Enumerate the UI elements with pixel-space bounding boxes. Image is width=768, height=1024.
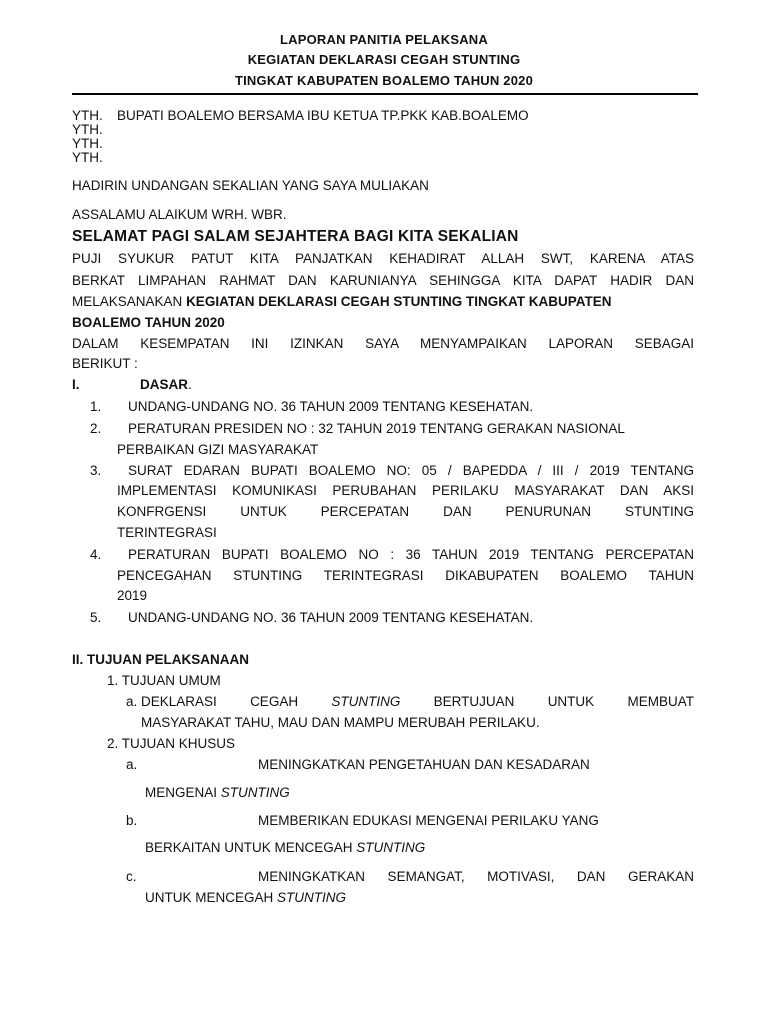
yth-line-4: YTH. [72,150,103,165]
umum-a-word-cegah: CEGAH [250,694,299,709]
khusus-c-line-2-plain: UNTUK MENCEGAH [145,890,278,905]
khusus-c-line-2 [145,890,346,905]
hadirin-greeting: HADIRIN UNDANGAN SEKALIAN YANG SAYA MULIAKAN [72,178,429,193]
tujuan-umum-a-line-1 [141,694,694,709]
intro-line-5: DALAM KESEMPATAN INI IZINKAN SAYA MENYAMPAIKAN LAPORAN SEBAGAI [72,336,694,351]
tujuan-umum-a-line-2: MASYARAKAT TAHU, MAU DAN MAMPU MERUBAH PERILAKU. [141,715,540,730]
tujuan-umum-label: 1. TUJUAN UMUM [107,673,221,688]
section-1-number: I. [72,377,80,392]
khusus-c-line-1: MENINGKATKAN SEMANGAT, MOTIVASI, DAN GERAKAN [258,869,694,884]
header-line-3: TINGKAT KABUPATEN BOALEMO TAHUN 2020 [234,73,534,88]
assalamu-greeting: ASSALAMU ALAIKUM WRH. WBR. [72,207,287,222]
dasar-item-4-line-2: PENCEGAHAN STUNTING TERINTEGRASI DIKABUPATEN BOALEMO TAHUN [117,568,694,583]
khusus-a-letter: a. [126,757,138,772]
dasar-item-4-line-3: 2019 [117,588,148,603]
khusus-b-letter: b. [126,813,138,828]
dasar-item-4-number: 4. [90,547,102,562]
intro-line-1: PUJI SYUKUR PATUT KITA PANJATKAN KEHADIRAT ALLAH SWT, KARENA ATAS [72,251,694,266]
dasar-item-3-line-3: KONFRGENSI UNTUK PERCEPATAN DAN PENURUNAN STUNTING [117,504,694,519]
yth-label: YTH. [72,108,103,123]
khusus-b-line-2-italic: STUNTING [356,840,426,855]
intro-line-4: BOALEMO TAHUN 2020 [72,315,225,330]
umum-a-word-bertujuan: BERTUJUAN [433,694,515,709]
dasar-item-2-line-2: PERBAIKAN GIZI MASYARAKAT [117,442,319,457]
khusus-c-line-2-italic: STUNTING [277,890,347,905]
intro-line-2: BERKAT LIMPAHAN RAHMAT DAN KARUNIANYA SEHINGGA KITA DAPAT HADIR DAN [72,273,694,288]
dasar-item-3-line-4: TERINTEGRASI [117,525,217,540]
dasar-item-5-number: 5. [90,610,102,625]
dasar-item-3-line-1: SURAT EDARAN BUPATI BOALEMO NO: 05 / BAPEDDA / III / 2019 TENTANG [128,463,694,478]
tujuan-umum-a-letter: a. [126,694,138,709]
yth-line-2: YTH. [72,122,103,137]
dasar-item-3-number: 3. [90,463,102,478]
khusus-a-line-2 [145,785,290,800]
selamat-greeting: SELAMAT PAGI SALAM SEJAHTERA BAGI KITA SEKALIAN [72,228,519,245]
khusus-b-line-2-plain: BERKAITAN UNTUK MENCEGAH [145,840,357,855]
yth-first-addressee: BUPATI BOALEMO BERSAMA IBU KETUA TP.PKK KAB.BOALEMO [117,108,529,123]
section-2-title: II. TUJUAN PELAKSANAAN [72,652,250,667]
section-1-title-dot: . [188,377,192,392]
header-line-1: LAPORAN PANITIA PELAKSANA [280,32,488,47]
umum-a-word-stunting: STUNTING [331,694,401,709]
tujuan-khusus-label: 2. TUJUAN KHUSUS [107,736,236,751]
khusus-b-line-2 [145,840,425,855]
dasar-item-1-number: 1. [90,399,102,414]
yth-line-3: YTH. [72,136,103,151]
dasar-item-3-line-2: IMPLEMENTASI KOMUNIKASI PERUBAHAN PERILAKU MASYARAKAT DAN AKSI [117,483,694,498]
dasar-item-4-line-1: PERATURAN BUPATI BOALEMO NO : 36 TAHUN 2019 TENTANG PERCEPATAN [128,547,694,562]
khusus-a-line-2-italic: STUNTING [220,785,290,800]
dasar-item-2-number: 2. [90,421,102,436]
umum-a-word-deklarasi: DEKLARASI [141,694,217,709]
header-line-2: KEGIATAN DEKLARASI CEGAH STUNTING [247,52,521,67]
dasar-item-2-line-1: PERATURAN PRESIDEN NO : 32 TAHUN 2019 TENTANG GERAKAN NASIONAL [128,421,625,436]
umum-a-word-membuat: MEMBUAT [627,694,694,709]
intro-line-3-bold: KEGIATAN DEKLARASI CEGAH STUNTING TINGKAT KABUPATEN [186,294,612,309]
intro-line-3-plain: MELAKSANAKAN [72,294,183,309]
section-1-title: DASAR [140,377,189,392]
intro-line-3 [72,294,612,309]
dasar-item-5-line-1: UNDANG-UNDANG NO. 36 TAHUN 2009 TENTANG KESEHATAN. [128,610,534,625]
khusus-a-line-2-plain: MENGENAI [145,785,221,800]
khusus-a-line-1: MENINGKATKAN PENGETAHUAN DAN KESADARAN [258,757,590,772]
khusus-c-letter: c. [126,869,137,884]
intro-line-6: BERIKUT : [72,356,138,371]
header-divider [72,93,698,95]
section-1-heading [140,377,192,392]
khusus-b-line-1: MEMBERIKAN EDUKASI MENGENAI PERILAKU YANG [258,813,599,828]
dasar-item-1-line-1: UNDANG-UNDANG NO. 36 TAHUN 2009 TENTANG KESEHATAN. [128,399,534,414]
umum-a-word-untuk: UNTUK [547,694,595,709]
